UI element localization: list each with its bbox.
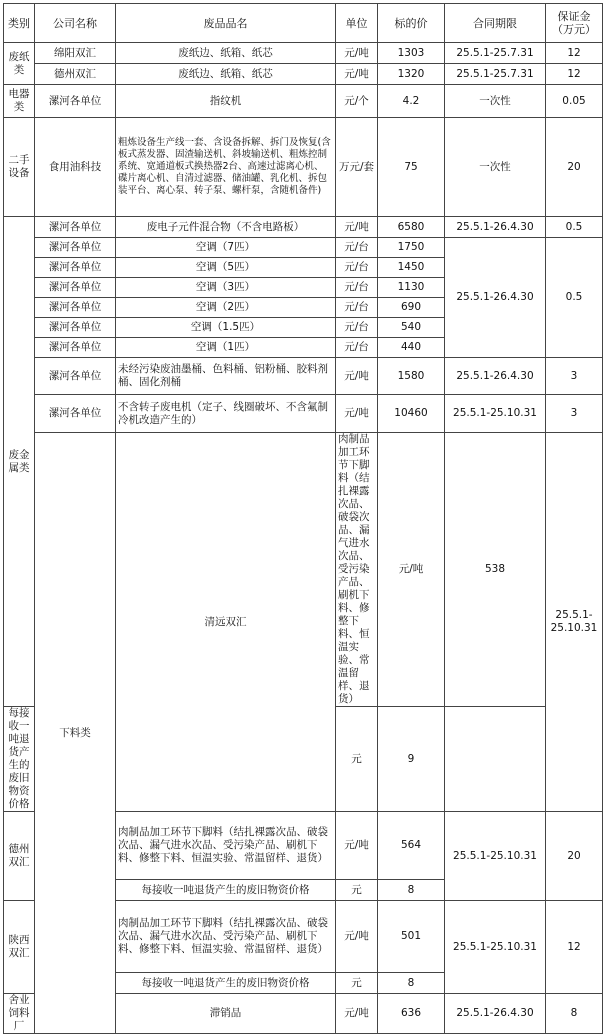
price: 690 [378,298,445,318]
deposit: 12 [546,64,603,85]
item: 肉制品加工环节下脚料（结扎裸露次品、破袋次品、漏气进水次品、受污染产品、刷机下料、修整下料、恒温实验、常温留样、退货） [116,901,336,973]
item: 废电子元件混合物（不含电路板） [116,217,336,238]
price: 1320 [378,64,445,85]
unit: 元/台 [336,238,378,258]
company: 陕西双汇 [4,901,35,994]
header-item: 废品品名 [116,4,336,43]
deposit: 0.5 [546,217,603,238]
deposit: 0.5 [546,238,603,358]
item: 空调（7匹） [116,238,336,258]
item: 废纸边、纸箱、纸芯 [116,43,336,64]
item: 粗炼设备生产线一套、含设备拆解、拆门及恢复(含板式蒸发器、固渣输送机、斜坡输送机、粗炼控制系统、宽通道板式换热器2台、高速过滤离心机、碟片离心机、自清过滤器、储油罐、乳化机、拆包装平台、离心泵、转子泵、螺杆泵，含随机备件) [116,118,336,217]
deposit: 3 [546,358,603,395]
unit: 元/台 [336,298,378,318]
item: 空调（1匹） [116,338,336,358]
price: 8 [378,880,445,901]
deposit: 12 [546,901,603,994]
unit: 元/吨 [336,217,378,238]
unit: 元 [336,707,378,812]
waste-price-table [3,3,603,1034]
item: 肉制品加工环节下脚料（结扎裸露次品、破袋次品、漏气进水次品、受污染产品、刷机下料、修整下料、恒温实验、常温留样、退货） [116,812,336,880]
table-row [4,358,603,395]
unit: 元/个 [336,85,378,118]
price: 440 [378,338,445,358]
header-unit: 单位 [336,4,378,43]
header-category: 类别 [4,4,35,43]
company: 漯河各单位 [35,298,116,318]
company: 漯河各单位 [35,318,116,338]
price: 1750 [378,238,445,258]
item: 空调（2匹） [116,298,336,318]
header-price: 标的价 [378,4,445,43]
company: 漯河各单位 [35,258,116,278]
unit: 元/台 [336,318,378,338]
term: 25.5.1-25.10.31 [546,433,603,812]
price: 1130 [378,278,445,298]
company: 漯河各单位 [35,238,116,258]
price: 540 [378,318,445,338]
category-paper: 废纸类 [4,43,35,85]
term: 25.5.1-26.4.30 [445,994,546,1034]
term: 25.5.1-25.10.31 [445,395,546,433]
price: 75 [378,118,445,217]
table-row [4,395,603,433]
table-row [4,118,603,217]
table-row [4,433,603,707]
company: 漯河各单位 [35,217,116,238]
unit: 万元/套 [336,118,378,217]
price: 4.2 [378,85,445,118]
item: 空调（5匹） [116,258,336,278]
company: 漯河各单位 [35,338,116,358]
unit: 元/台 [336,338,378,358]
unit: 元/吨 [336,812,378,880]
company: 漯河各单位 [35,395,116,433]
item: 空调（1.5匹） [116,318,336,338]
company: 绵阳双汇 [35,43,116,64]
deposit: 3 [546,395,603,433]
price: 9 [378,707,445,812]
unit: 元/台 [336,258,378,278]
category-electrical: 电器类 [4,85,35,118]
item: 指纹机 [116,85,336,118]
table-row [4,217,603,238]
price: 8 [378,973,445,994]
price: 564 [378,812,445,880]
header-company: 公司名称 [35,4,116,43]
item: 滞销品 [116,994,336,1034]
price: 501 [378,901,445,973]
price: 1580 [378,358,445,395]
price: 636 [378,994,445,1034]
company: 漯河各单位 [35,278,116,298]
term: 25.5.1-26.4.30 [445,238,546,358]
table-row [4,85,603,118]
item: 废纸边、纸箱、纸芯 [116,64,336,85]
company: 漯河各单位 [35,85,116,118]
item-sub: 每接收一吨退货产生的废旧物资价格 [116,973,336,994]
unit: 元/吨 [336,43,378,64]
price: 1303 [378,43,445,64]
table-row [4,43,603,64]
category-metal: 废金属类 [4,217,35,707]
item-sub: 每接收一吨退货产生的废旧物资价格 [4,707,35,812]
term: 25.5.1-26.4.30 [445,358,546,395]
item: 肉制品加工环节下脚料（结扎裸露次品、破袋次品、漏气进水次品、受污染产品、刷机下料、修整下料、恒温实验、常温留样、退货） [336,433,378,707]
deposit: 20 [546,812,603,901]
deposit: 12 [546,43,603,64]
company: 舍业饲料厂 [4,994,35,1034]
header-term: 合同期限 [445,4,546,43]
item: 空调（3匹） [116,278,336,298]
unit: 元/台 [336,278,378,298]
category-scrap: 下料类 [35,433,116,1034]
unit: 元/吨 [336,901,378,973]
term: 一次性 [445,118,546,217]
unit: 元/吨 [336,358,378,395]
unit: 元/吨 [336,64,378,85]
company: 食用油科技 [35,118,116,217]
unit: 元/吨 [336,994,378,1034]
company: 清远双汇 [116,433,336,812]
table-row [4,64,603,85]
term: 25.5.1-26.4.30 [445,217,546,238]
unit: 元/吨 [336,395,378,433]
term: 25.5.1-25.7.31 [445,64,546,85]
price: 10460 [378,395,445,433]
unit: 元 [336,880,378,901]
company: 漯河各单位 [35,358,116,395]
header-row [4,4,603,43]
company: 德州双汇 [35,64,116,85]
term: 25.5.1-25.10.31 [445,812,546,901]
price: 1450 [378,258,445,278]
company: 德州双汇 [4,812,35,901]
deposit: 8 [546,994,603,1034]
item: 不含转子废电机（定子、线圈破坏、不含氟制冷机改造产生的） [116,395,336,433]
term: 25.5.1-25.10.31 [445,901,546,994]
price: 6580 [378,217,445,238]
header-deposit: 保证金 （万元） [546,4,603,43]
unit: 元/吨 [378,433,445,707]
deposit: 20 [546,118,603,217]
deposit: 0.05 [546,85,603,118]
term: 25.5.1-25.7.31 [445,43,546,64]
unit: 元 [336,973,378,994]
item-sub: 每接收一吨退货产生的废旧物资价格 [116,880,336,901]
category-used-equipment: 二手设备 [4,118,35,217]
item: 未经污染废油墨桶、色料桶、铝粉桶、胶料剂桶、固化剂桶 [116,358,336,395]
price: 538 [445,433,546,707]
table-row [4,238,603,258]
term: 一次性 [445,85,546,118]
